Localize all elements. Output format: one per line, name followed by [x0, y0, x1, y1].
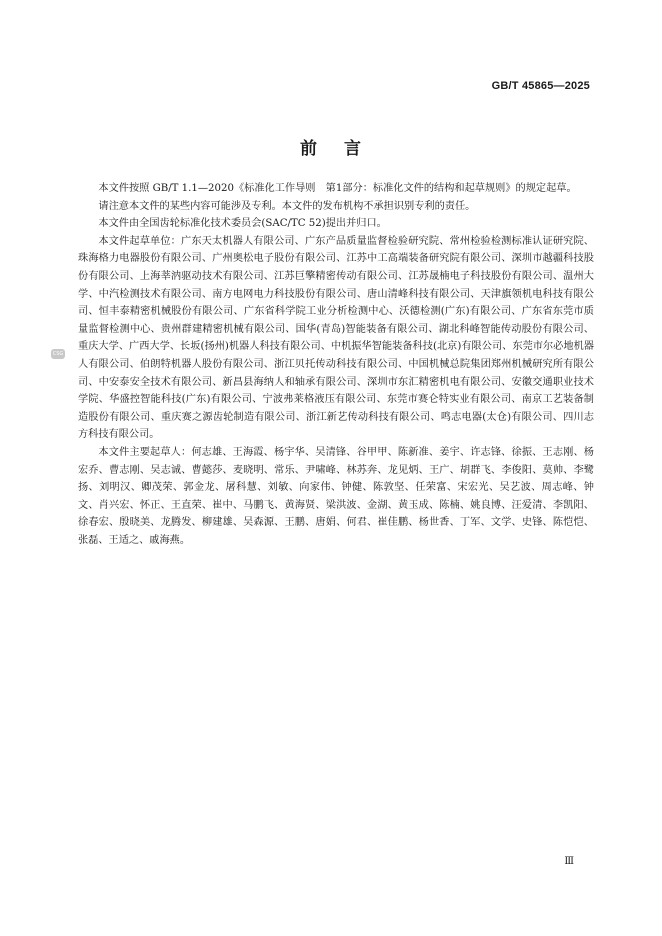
page-title [0, 134, 662, 159]
title-char-1: 前 [300, 139, 318, 159]
paragraph-proposer: 本文件由全国齿轮标准化技术委员会(SAC/TC 52)提出并归口。 [98, 218, 387, 230]
paragraph-patent-notice: 请注意本文件的某些内容可能涉及专利。本文件的发布机构不承担识别专利的责任。 [98, 200, 476, 212]
title-char-2: 言 [344, 139, 362, 159]
page-number: Ⅲ [564, 856, 574, 867]
paragraph-drafting-units: 本文件起草单位：广东天太机器人有限公司、广东产品质量监督检验研究院、常州检验检测标准认证研究院、珠海格力电器股份有限公司、广州奥松电子股份有限公司、江苏中工高端装备研究院有限公司、深圳市越疆科技股份有限公司、上海莘汭驱动技术有限公司、江苏巨擎精密传动有限公司、江苏晟楠电子科技股份有限公司、温州大学、中汽检测技术有限公司、南方电网电力科技股份有限公司、唐山清峰科技有限公司、天津旗领机电科技有限公司、恒丰泰精密机械股份有限公司、广东省科学院工业分析检测中心、沃德检测(广东)有限公司、广东省东莞市质量监督检测中心、贵州群建精密机械有限公司、国华(青岛)智能装备有限公司、湖北科峰智能传动股份有限公司、重庆大学、广西大学、长坂(扬州)机器人科技有限公司、中机振华智能装备科技(北京)有限公司、东莞市尔必地机器人有限公司、伯朗特机器人股份有限公司、浙江贝托传动科技有限公司、中国机械总院集团郑州机械研究所有限公司、中安泰安全技术有限公司、新昌县海纳人和轴承有限公司、深圳市东汇精密机电有限公司、安徽交通职业技术学院、华盛控智能科技(广东)有限公司、宁波弗莱格液压有限公司、东莞市赛仑特实业有限公司、南京工艺装备制造股份有限公司、重庆赛之源齿轮制造有限公司、浙江新艺传动科技有限公司、鸣志电器(太仓)有限公司、四川志方科技有限公司。 [78, 235, 594, 441]
paragraph-drafters: 本文件主要起草人：何志雄、王海霞、杨宇华、吴清锋、谷甲甲、陈新准、姜宇、许志锋、徐振、王志刚、杨宏乔、曹志刚、吴志诚、曹懿莎、麦晓明、常乐、尹啸峰、林苏奔、龙见炳、王广、胡群飞、李俊阳、莫帅、李鹭扬、刘明汉、卿茂荣、郭金龙、屠科慧、刘敏、向家伟、钟健、陈敦坚、任荣富、宋宏光、吴艺波、周志峰、钟文、肖兴宏、怀正、王直荣、崔中、马鹏飞、黄海贤、梁洪波、金湖、黄玉成、陈楠、姚良博、汪爱清、李凯阳、徐春宏、殷晓美、龙腾发、柳建雄、吴森源、王鹏、唐娟、何君、崔佳鹏、杨世香、丁军、文学、史锋、陈恺恺、张磊、王适之、戚海燕。 [78, 446, 594, 546]
standard-code: GB/T 45865—2025 [491, 80, 590, 92]
watermark-badge: CSG [52, 351, 64, 357]
foreword-body [78, 180, 594, 549]
paragraph-drafting-rules: 本文件按照 GB/T 1.1—2020《标准化工作导则 第1部分：标准化文件的结构和起草规则》的规定起草。 [98, 183, 577, 194]
